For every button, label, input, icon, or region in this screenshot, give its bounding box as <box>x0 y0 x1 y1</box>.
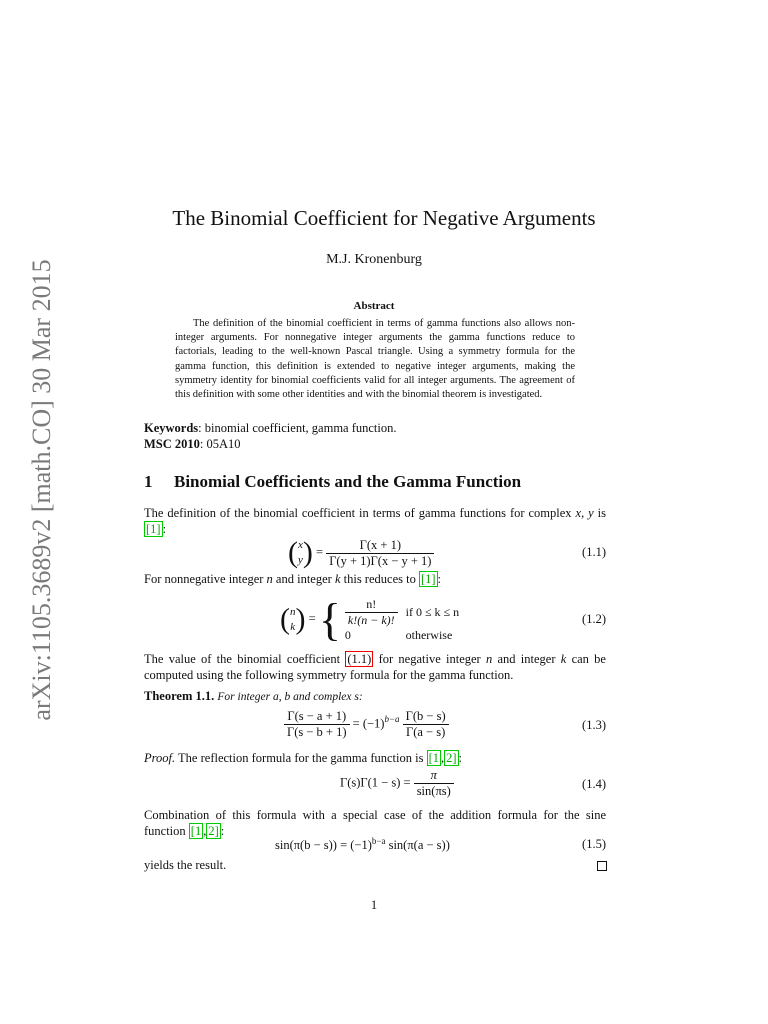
p3-text-a: The value of the binomial coefficient <box>144 652 346 666</box>
p1-text-b: is <box>593 506 607 520</box>
p3-text-d: can be computed using the following symmetry formula for the gamma function. <box>144 652 606 682</box>
equation-number: (1.3) <box>582 718 606 732</box>
eq5-rhs: sin(π(a − s)) <box>385 838 450 853</box>
eq2-case1-condition: if 0 ≤ k ≤ n <box>405 604 460 619</box>
msc-label: MSC 2010 <box>144 437 200 451</box>
msc-value: : 05A10 <box>199 437 241 451</box>
section-number: 1 <box>144 472 153 491</box>
p2-text-b: and integer <box>272 572 335 586</box>
eq3-exponent: b−a <box>384 714 400 725</box>
eq3-left-numerator: Γ(s − a + 1) <box>284 709 350 725</box>
equation-number: (1.1) <box>582 545 606 559</box>
paragraph-5: yields the result. <box>144 858 227 872</box>
equation-1-3 <box>284 709 449 740</box>
theorem-label: Theorem 1.1. <box>144 689 215 703</box>
section-title: Binomial Coefficients and the Gamma Function <box>174 472 522 491</box>
abstract-heading: Abstract <box>353 300 395 312</box>
equation-number: (1.2) <box>582 612 606 626</box>
paper-title: The Binomial Coefficient for Negative Arguments <box>172 206 596 230</box>
equation-1-5 <box>275 836 450 853</box>
paragraph-1: The definition of the binomial coefficient in terms of gamma functions for complex x, y is [1] : <box>144 506 607 536</box>
eq1-numerator: Γ(x + 1) <box>326 538 434 554</box>
arxiv-stamp: arXiv:1105.3689v2 [math.CO] 30 Mar 2015 <box>27 259 56 721</box>
citation-link[interactable]: [1 <box>428 751 439 765</box>
eq2-case2-value: 0 <box>344 627 351 642</box>
citation-link[interactable]: [1] <box>146 522 161 536</box>
eq2-case2-condition: otherwise <box>405 627 453 642</box>
equation-1-1: ( x y ) = $\frac{\Gamma(x + 1)}{\Gamma(y + 1)\Gamma(x - y + 1)}$ <box>288 536 434 570</box>
keywords-label: Keywords <box>144 421 199 435</box>
equation-number: (1.5) <box>582 837 606 851</box>
abstract-text: The definition of the binomial coefficient in terms of gamma functions also allows non-integer arguments. For nonnegative integer arguments the gamma functions reduce to factorials, leading to the well-known Pascal triangle. Using a symmetry formula for the gamma function, this definition is extended to negative integer arguments, making the symmetry identity for binomial coefficients valid for all integer arguments. The agreement of this definition with some other identities and with the binomial theorem is investigated. <box>175 318 575 401</box>
p3-text-b: for negative integer <box>373 652 486 666</box>
paragraph-3: The value of the binomial coefficient (1.1) for negative integer n and integer k can be computed using the following symmetry formula for the gamma function. <box>144 652 606 682</box>
qed-square-icon <box>597 861 607 871</box>
eq3-right-denominator: Γ(a − s) <box>406 725 446 739</box>
citation-link[interactable]: 2] <box>446 751 457 765</box>
keywords-value: : binomial coefficient, gamma function. <box>198 421 397 435</box>
p2-text-a: For nonnegative integer <box>144 572 267 586</box>
eq5-exponent: b−a <box>371 836 386 846</box>
eq1-denominator: Γ(y + 1)Γ(x − y + 1) <box>329 553 432 568</box>
citation-link[interactable]: [1] <box>420 572 436 586</box>
eq3-left-denominator: Γ(s − b + 1) <box>287 725 347 739</box>
eq3-middle: = (−1) <box>352 716 385 731</box>
theorem-statement <box>144 688 606 705</box>
equation-ref-link[interactable]: (1.1) <box>347 652 372 666</box>
paragraph-4: Combination of this formula with a special case of the addition formula for the sine function [1 , 2] : <box>144 808 606 838</box>
p1-text-a: The definition of the binomial coefficient in terms of gamma functions for complex <box>144 506 576 520</box>
equation-1-2: ( n k ) = { $\frac{n!}{k!(n - k)!}$ if 0 ≤ k ≤ n 0 otherwise <box>280 593 463 646</box>
proof-label: Proof. <box>144 751 176 765</box>
proof-paragraph: Proof. The reflection formula for the gamma function is [1 , 2] : <box>144 751 463 765</box>
citation-link[interactable]: 2] <box>208 824 219 838</box>
eq4-numerator: π <box>414 768 454 784</box>
section-heading <box>144 472 521 492</box>
eq2-case1-numerator: n! <box>345 597 398 613</box>
proof-text: The reflection formula for the gamma function is <box>178 751 427 765</box>
paper-author: M.J. Kronenburg <box>326 252 422 267</box>
equation-1-4 <box>340 768 454 799</box>
eq4-denominator: sin(πs) <box>416 784 451 798</box>
eq4-lhs: Γ(s)Γ(1 − s) = <box>340 775 411 790</box>
paragraph-2: For nonnegative integer n and integer k this reduces to [1] : <box>144 572 442 586</box>
theorem-text: For integer a, b and complex s: <box>217 691 363 703</box>
keywords-block <box>144 420 397 452</box>
eq5-lhs: sin(π(b − s)) = (−1) <box>275 838 372 853</box>
citation-link[interactable]: [1 <box>190 824 202 838</box>
equation-number: (1.4) <box>582 777 606 791</box>
p4-text: Combination of this formula with a special case of the addition formula for the sine function <box>144 808 606 838</box>
eq2-case1-denominator: k!(n − k)! <box>347 612 395 627</box>
p3-text-c: and integer <box>492 652 561 666</box>
eq3-right-numerator: Γ(b − s) <box>403 709 449 725</box>
page-number: 1 <box>370 898 378 912</box>
p2-text-c: this reduces to <box>340 572 419 586</box>
